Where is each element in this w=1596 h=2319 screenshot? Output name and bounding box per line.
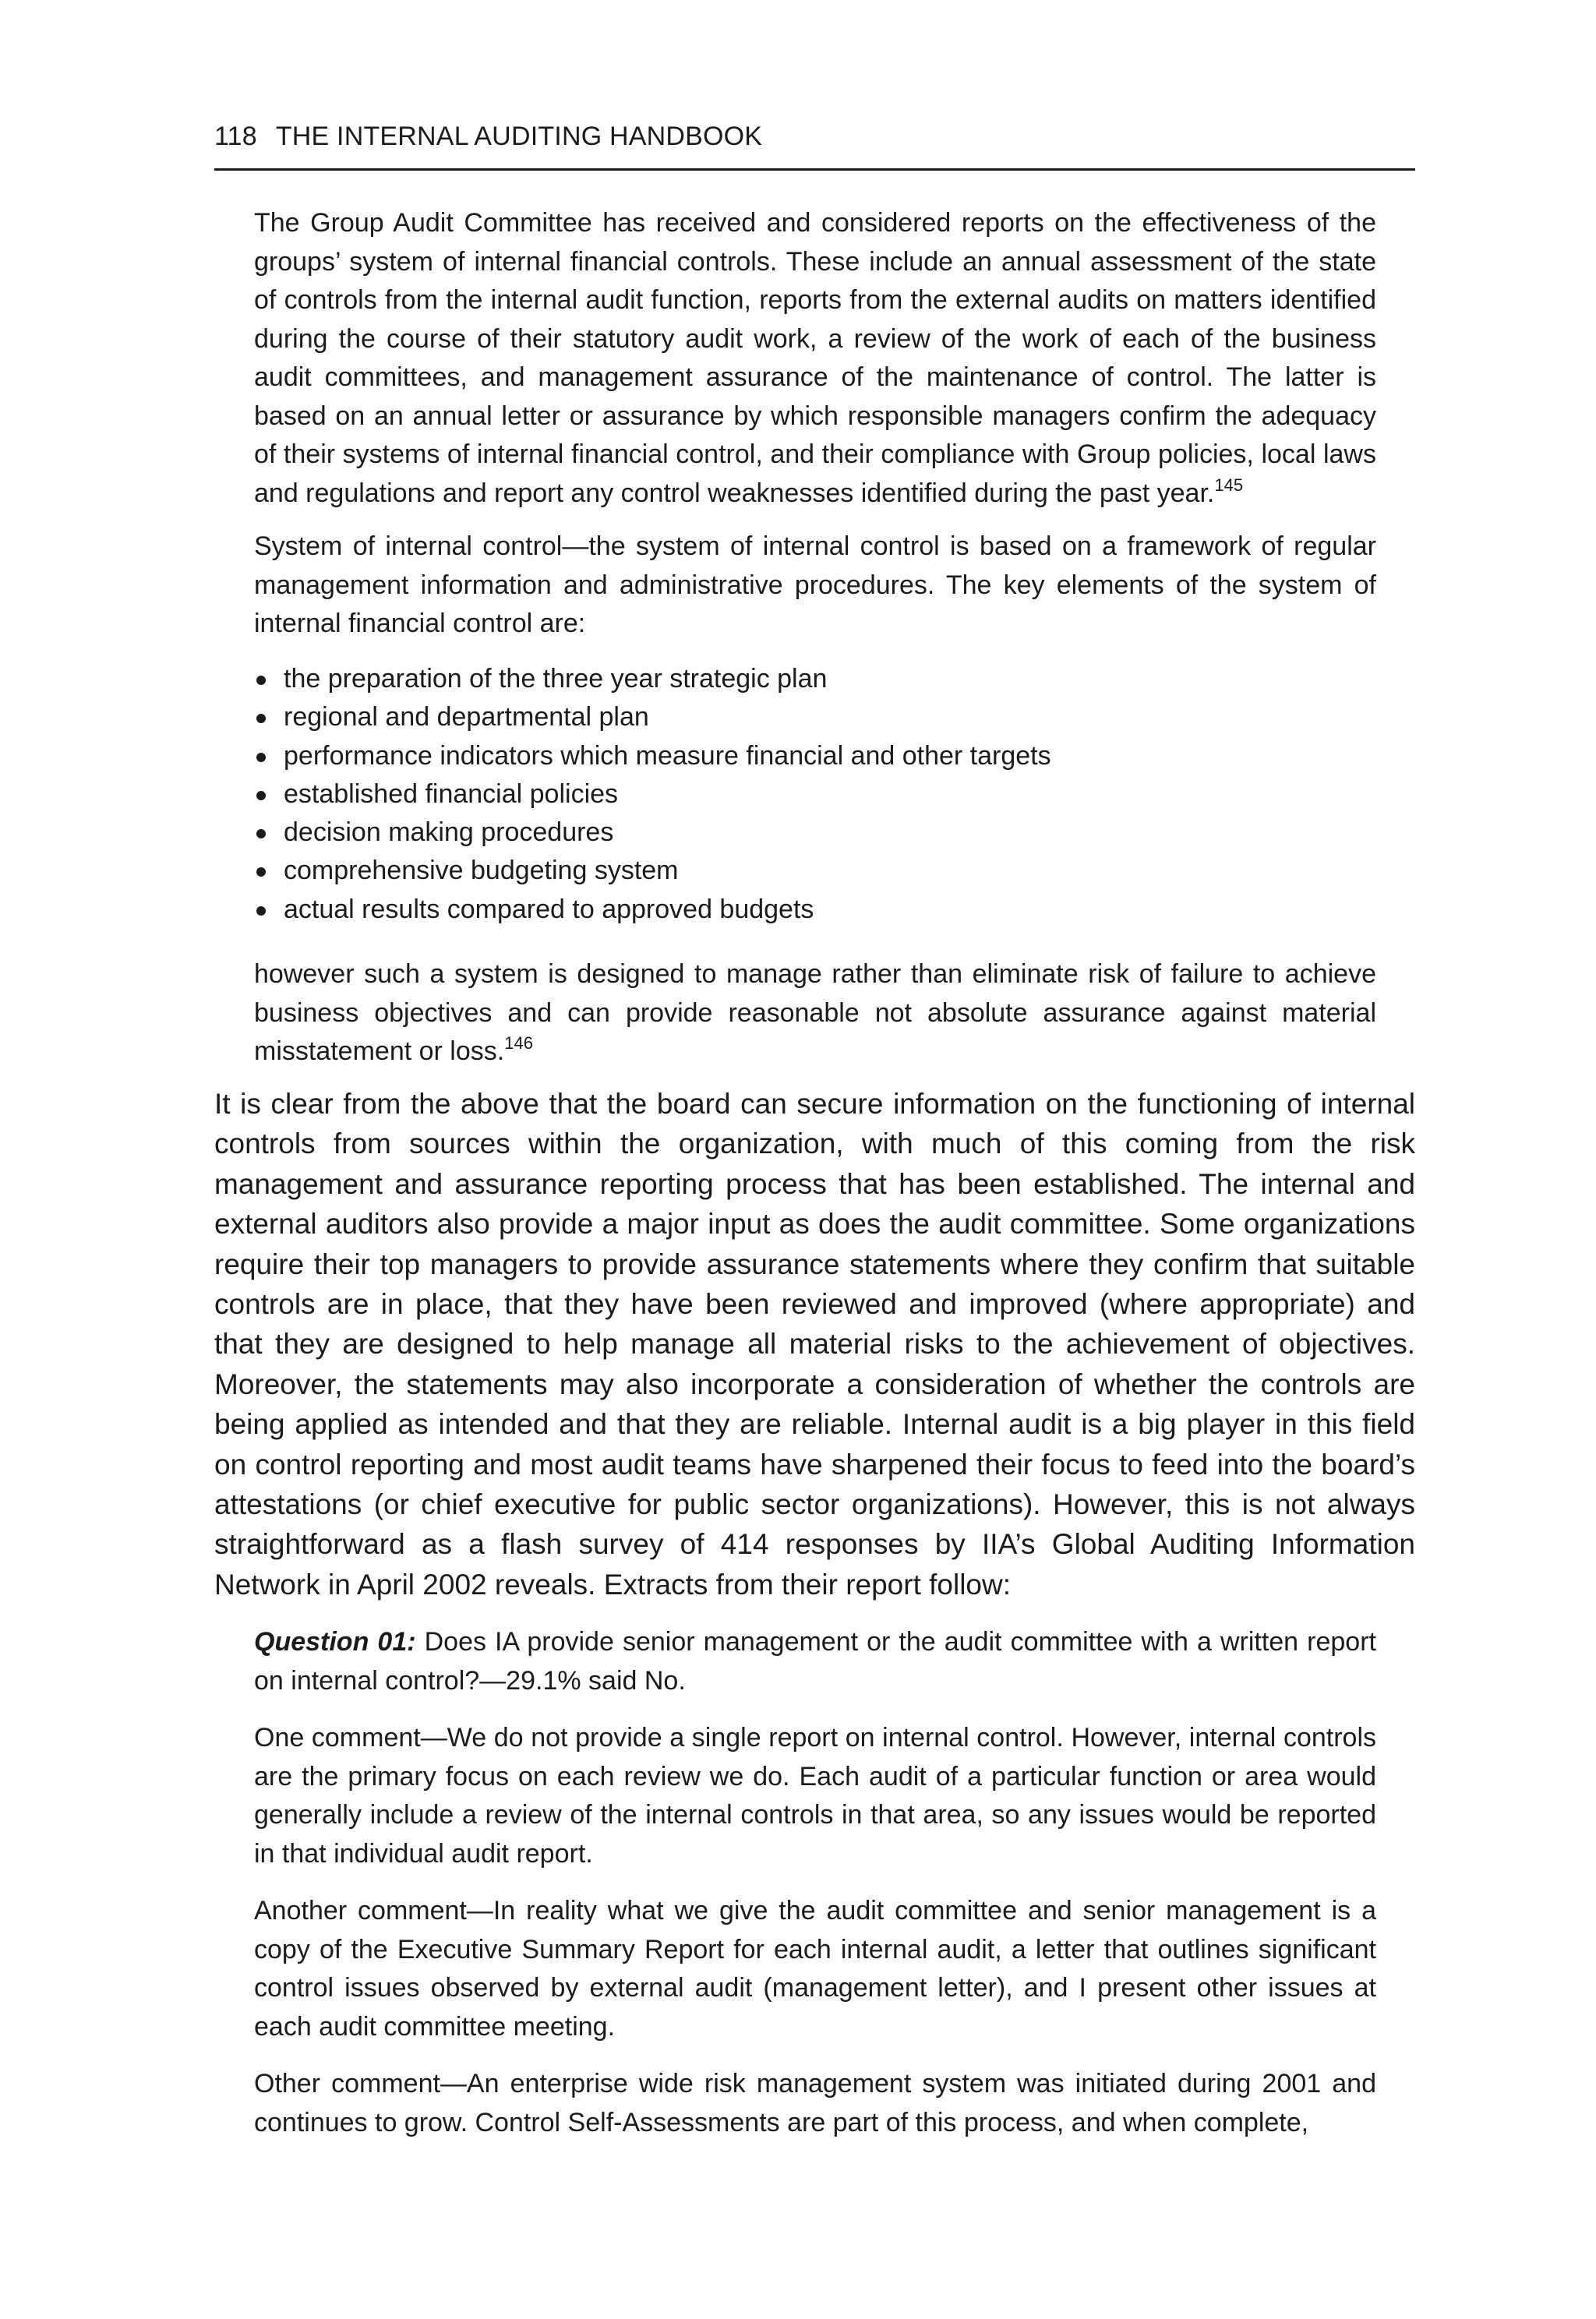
survey-comment-2 — [254, 1892, 1376, 2046]
quote-group-audit-committee — [254, 204, 1376, 513]
key-elements-list — [254, 660, 1376, 929]
list-item: actual results compared to approved budgets — [254, 891, 1376, 929]
quote-paragraph: System of internal control—the system of internal control is based on a framework of regular management information and administrative procedures. The key elements of the system of internal financial control are: — [254, 531, 1376, 638]
list-item: established financial policies — [254, 775, 1376, 814]
footnote-ref-146: 146 — [504, 1033, 533, 1053]
quote-paragraph: The Group Audit Committee has received and considered reports on the effectiveness of the groups’ system of internal financial controls. These include an annual assessment of the state of controls from the internal audit function, reports from the external audits on matters identified during the course of their statutory audit work, a review of the work of each of the business audit committees, and management assurance of the maintenance of control. The latter is based on an annual letter or assurance by which responsible managers confirm the adequacy of their systems of internal financial control, and their compliance with Group policies, local laws and regulations and report any control weaknesses identified during the past year.$^{145}$ — [254, 208, 1376, 508]
list-item: the preparation of the three year strategic plan — [254, 660, 1376, 698]
book-title: THE INTERNAL AUDITING HANDBOOK — [275, 122, 763, 151]
body-paragraph: It is clear from the above that the board can secure information on the functioning of internal controls from sources within the organization, with much of this coming from the risk management and assurance reporting process that has been established. The internal and external auditors also provide a major input as does the audit committee. Some organizations require their top managers to provide assurance statements where they confirm that suitable controls are in place, that they have been reviewed and improved (where appropriate) and that they are designed to help manage all material risks to the achievement of objectives. Moreover, the statements may also incorporate a consideration of whether the controls are being applied as intended and that they are reliable. Internal audit is a big player in this field on control reporting and most audit teams have sharpened their focus to feed into the board’s attestations (or chief executive for public sector organizations). However, this is not always straightforward as a flash survey of 414 responses by IIA’s Global Auditing Information Network in April 2002 reveals. Extracts from their report follow: — [214, 1088, 1415, 1601]
header-rule — [214, 168, 1415, 171]
list-item: decision making procedures — [254, 814, 1376, 852]
question-label: Question 01: — [254, 1627, 416, 1657]
quote-paragraph: however such a system is designed to manage rather than eliminate risk of failure to achieve business objectives and can provide reasonable not absolute assurance against material misstatement or loss.$^{146}$ — [254, 959, 1376, 1066]
footnote-ref-145: 145 — [1214, 475, 1244, 495]
list-item: performance indicators which measure financial and other targets — [254, 737, 1376, 775]
question-text: Does IA provide senior management or the audit committee with a written report on internal control?—29.1% said No. — [254, 1627, 1376, 1696]
list-item: regional and departmental plan — [254, 698, 1376, 736]
survey-comment-3 — [254, 2065, 1376, 2142]
quote-paragraph: Other comment—An enterprise wide risk management system was initiated during 2001 and continues to grow. Control Self-Assessments are part of this process, and when complete, — [254, 2069, 1376, 2137]
quote-system-of-internal-control — [254, 528, 1376, 644]
survey-question — [254, 1623, 1376, 1700]
quote-paragraph — [254, 1623, 1376, 1700]
quote-risk-assurance — [254, 955, 1376, 1071]
survey-comment-1 — [254, 1719, 1376, 1873]
quote-paragraph: One comment—We do not provide a single report on internal control. However, internal controls are the primary focus on each review we do. Each audit of a particular function or area would generally include a review of the internal controls in that area, so any issues would be reported in that individual audit report. — [254, 1723, 1376, 1869]
running-header — [214, 122, 1415, 152]
list-item: comprehensive budgeting system — [254, 852, 1376, 890]
quote-paragraph: Another comment—In reality what we give the audit committee and senior management is a copy of the Executive Summary Report for each internal audit, a letter that outlines significant control issues observed by external audit (management letter), and I present other issues at each audit committee meeting. — [254, 1896, 1376, 2042]
page-number: 118 — [214, 122, 257, 151]
